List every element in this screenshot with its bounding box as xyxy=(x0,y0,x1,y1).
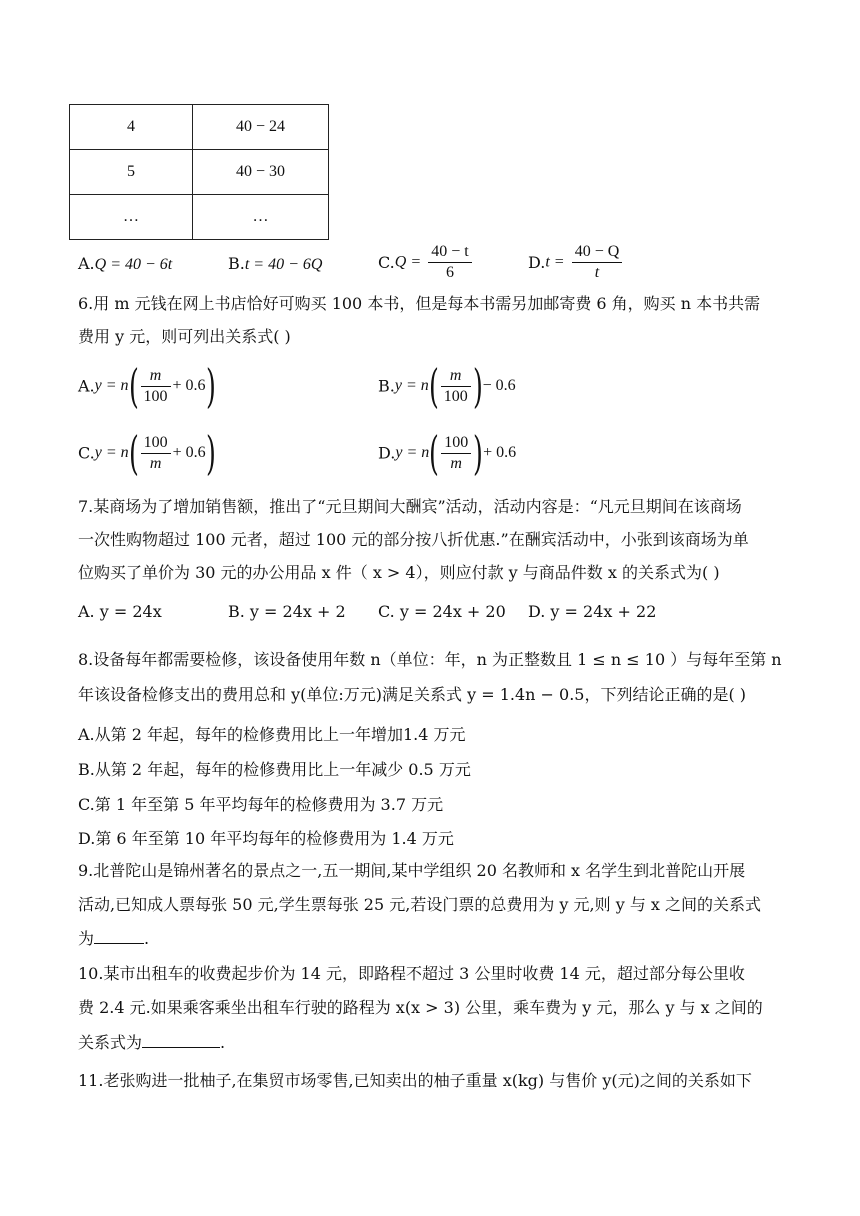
q8-option-c[interactable]: C.第 1 年至第 5 年平均每年的检修费用为 3.7 万元 xyxy=(78,795,444,814)
q8-stem-line2: 年该设备检修支出的费用总和 y(单位:万元)满足关系式 y = 1.4n − 0.5，下列结论正确的是( ) xyxy=(78,685,747,704)
q6-option-b[interactable]: B.y = n( $\frac{m}{100}$ )− 0.6 xyxy=(378,359,516,413)
q5-option-c[interactable]: C.Q = $\frac{40 - t}{6}$ xyxy=(378,242,474,283)
q9-stem-line3: 为 . xyxy=(78,929,150,948)
q8-option-d[interactable]: D.第 6 年至第 10 年平均每年的检修费用为 1.4 万元 xyxy=(78,829,454,848)
q7-stem-line1: 7.某商场为了增加销售额，推出了“元旦期间大酬宾”活动，活动内容是：“凡元旦期间在该商场 xyxy=(78,497,742,516)
q9-stem-line1: 9.北普陀山是锦州著名的景点之一,五一期间,某中学组织 20 名教师和 x 名学生到北普陀山开展 xyxy=(78,861,746,880)
table-row xyxy=(70,105,329,150)
q10-stem-line2: 费 2.4 元.如果乘客乘坐出租车行驶的路程为 x(x > 3) 公里，乘车费为 y 元，那么 y 与 x 之间的 xyxy=(78,998,763,1017)
answer-blank[interactable] xyxy=(142,1033,220,1048)
q11-stem-line1: 11.老张购进一批柚子,在集贸市场零售,已知卖出的柚子重量 x(kg) 与售价 y(元)之间的关系如下 xyxy=(78,1071,752,1090)
q9-stem-line2: 活动,已知成人票每张 50 元,学生票每张 25 元,若设门票的总费用为 y 元,则 y 与 x 之间的关系式 xyxy=(78,895,762,914)
fraction: $\frac{40 - Q}{t}$ xyxy=(572,242,623,283)
q8-option-a[interactable]: A.从第 2 年起，每年的检修费用比上一年增加1.4 万元 xyxy=(78,725,466,744)
q7-option-c[interactable]: C. y = 24x + 20 xyxy=(378,602,506,621)
q6-option-d[interactable]: D.y = n( $\frac{100}{m}$ )+ 0.6 xyxy=(378,426,517,480)
table-cell: 40 − 24 xyxy=(193,105,329,150)
data-table xyxy=(69,104,329,240)
fraction: $\frac{40 - t}{6}$ xyxy=(428,242,471,283)
q5-option-d[interactable]: D.t = $\frac{40 - Q}{t}$ xyxy=(528,242,624,283)
q8-option-b[interactable]: B.从第 2 年起，每年的检修费用比上一年减少 0.5 万元 xyxy=(78,760,471,779)
q7-stem-line3: 位购买了单价为 30 元的办公用品 x 件（ x > 4），则应付款 y 与商品件数 x 的关系式为( ) xyxy=(78,563,720,582)
q7-option-a[interactable]: A. y = 24x xyxy=(78,602,162,621)
q6-option-c[interactable]: C.y = n( $\frac{100}{m}$ + 0.6) xyxy=(78,426,216,480)
table-row xyxy=(70,195,329,240)
table-cell: 4 xyxy=(70,105,193,150)
table-cell: 40 − 30 xyxy=(193,150,329,195)
table-row xyxy=(70,150,329,195)
q6-option-a[interactable]: A.y = n( $\frac{m}{100}$ + 0.6) xyxy=(78,359,216,413)
q5-option-a[interactable]: A.Q = 40 − 6t xyxy=(78,254,173,273)
q5-option-b[interactable]: B.t = 40 − 6Q xyxy=(228,254,323,273)
table-cell: 5 xyxy=(70,150,193,195)
q10-stem-line3: 关系式为 . xyxy=(78,1033,226,1052)
q7-option-b[interactable]: B. y = 24x + 2 xyxy=(228,602,346,621)
answer-blank[interactable] xyxy=(94,929,144,944)
table-cell: … xyxy=(193,195,329,240)
q7-option-d[interactable]: D. y = 24x + 22 xyxy=(528,602,657,621)
q6-stem-line1: 6.用 m 元钱在网上书店恰好可购买 100 本书，但是每本书需另加邮寄费 6 角，购买 n 本书共需 xyxy=(78,294,761,313)
q8-stem-line1: 8.设备每年都需要检修，该设备使用年数 n（单位：年，n 为正整数且 1 ≤ n ≤ 10 ）与每年至第 n xyxy=(78,650,782,669)
q7-stem-line2: 一次性购物超过 100 元者，超过 100 元的部分按八折优惠.”在酬宾活动中，小张到该商场为单 xyxy=(78,530,749,549)
q6-stem-line2: 费用 y 元，则可列出关系式( ) xyxy=(78,327,291,346)
q10-stem-line1: 10.某市出租车的收费起步价为 14 元，即路程不超过 3 公里时收费 14 元，超过部分每公里收 xyxy=(78,964,745,983)
table-cell: … xyxy=(70,195,193,240)
